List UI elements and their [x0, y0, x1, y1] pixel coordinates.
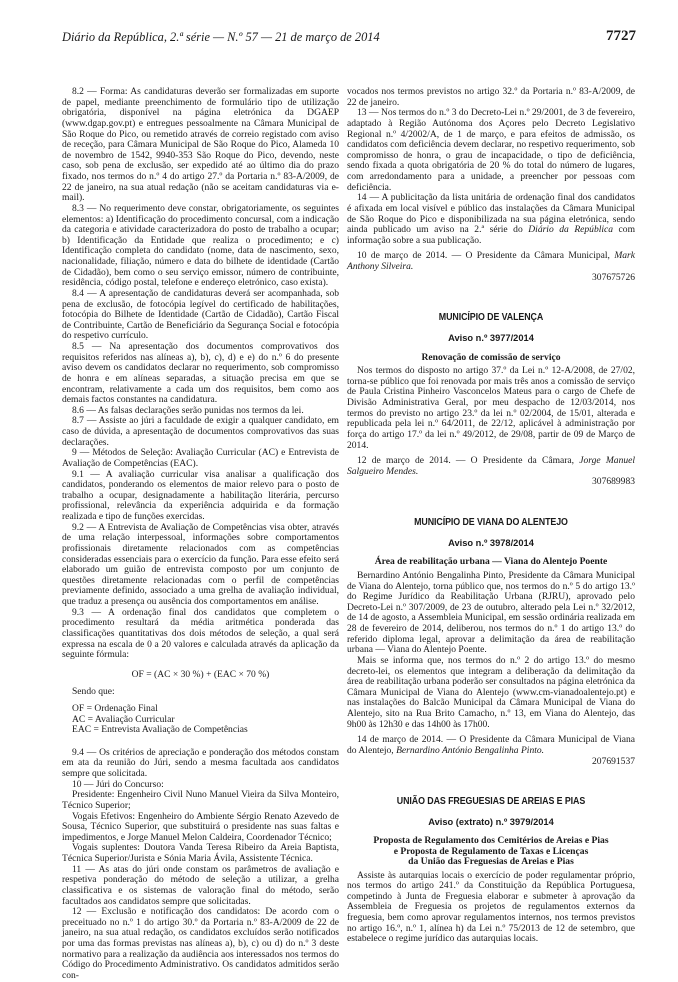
text: 14 — A publicitação da lista unitária de ordenação final dos candidatos é afixada em local visível e público das instalações da Câmara Municipal de São Roque do Pico e disponibilizada na sua página eletrónica, sendo ainda publicado um aviso na 2.ª série do [347, 192, 635, 236]
page-number: 7727 [606, 28, 636, 44]
paragraph: 9.3 — A ordenação final dos candidatos que completem o procedimento resultará da média aritmética ponderada das classificações quantitativas dos dois métodos de seleção, a qual será expressa na escala de 0 a 20 valores e calculada através da aplicação da seguinte fórmula: [62, 606, 339, 661]
formula: OF = (AC × 30 %) + (EAC × 70 %) [131, 668, 270, 680]
paragraph: Nos termos do disposto no artigo 37.º da Lei n.º 12-A/2008, de 27/02, torna-se público que foi renovada por mais três anos a comissão de serviço de Paula Cristina Pinheiro Vasconcelos Mateus para o cargo de Chefe de Divisão Administrativa Geral, por meu despacho de 12/03/2014, nos termos do previsto no artigo 23.º da lei n.º 02/2004, de 15/01, alterada e republicada pela lei n.º 64/2011, de 22/12, aplicável à administração por força do artigo 17.º da lei n.º 49/2012, de 29/08, partir de 09 de Março de 2014. [347, 365, 635, 451]
paragraph: 8.2 — Forma: As candidaturas deverão ser formalizadas em suporte de papel, mediante preenchimento de formulário tipo de utilização obrigatória, disponível na página eletrónica da DGAEP (www.dgap.gov.pt) e entregues pessoalmente na Câmara Municipal de São Roque do Pico, ou remetido através de correio registado com aviso de receção, para Câmara Municipal de São Roque do Pico, Alameda 10 de novembro de 1542, 9940-353 São Roque do Pico, devendo, neste caso, sob pena de exclusão, ser expedido até ao último dia do prazo fixado, nos termos do n.º 4 do artigo 27.º da Portaria n.º 83-A/2009, de 22 de janeiro, na sua atual redação (não se aceitam candidaturas via e-mail). [62, 86, 339, 204]
municipality-heading: MUNICÍPIO DE VALENÇA [438, 312, 544, 324]
signature [347, 456, 635, 477]
document-id: 307675726 [592, 271, 635, 283]
notice-subtitle: da União das Freguesias de Areias e Pias [408, 856, 574, 868]
paragraph: Bernardino António Bengalinha Pinto, Presidente da Câmara Municipal de Viana do Alentejo, torna público que, nos termos do n.º 5 do artigo 13.º do Regime Jurídico da Reabilitação Urbana (RJRU), aprovado pelo Decreto-Lei n.º 307/2009, de 23 de outubro, alterado pela Lei n.º 32/2012, de 14 de agosto, a Assembleia Municipal, em sessão ordinária realizada em 28 de fevereiro de 2014, deliberou, nos termos do n.º 1 do artigo 13.º do referido diploma legal, aprovar a delimitação da área de reabilitação urbana — Viana do Alentejo Poente. [347, 569, 635, 656]
publication-name: Diário da República [528, 224, 614, 236]
paragraph: 9.2 — A Entrevista de Avaliação de Competências visa obter, através de uma relação interpessoal, informações sobre comportamentos profissionais diretamente relacionados com as competências consideradas essenciais para o exercício da função. Para esse efeito será elaborado um guião de entrevista composto por um conjunto de questões diretamente relacionadas com o perfil de competências previamente definido, associado a uma grelha de avaliação individual, que traduz a presença ou ausência dos comportamentos em análise. [62, 521, 339, 607]
paragraph: Vogais suplentes: Doutora Vanda Teresa Ribeiro da Areia Baptista, Técnica Superior/Jurista e Sónia Maria Ávila, Assistente Técnica. [62, 842, 339, 865]
paragraph: 9.4 — Os critérios de apreciação e ponderação dos métodos constam em ata da reunião do Júri, sendo a mesma facultada aos candidatos sempre que solicitada. [62, 746, 339, 780]
paragraph: 11 — As atas do júri onde constam os parâmetros de avaliação e respetiva ponderação do método de seleção a utilizar, a grelha classificativa e os sistemas de valoração final do método, serão facultados aos candidatos sempre que solicitadas. [62, 863, 339, 907]
signatory-name: Mark Anthony Silveira. [347, 250, 635, 272]
document-id: 307689983 [592, 476, 635, 488]
document-id: 207691537 [592, 755, 635, 767]
notice-subtitle: e Proposta de Regulamento de Taxas e Licenças [393, 845, 589, 857]
signature-date: 12 de março de 2014. — O Presidente da Câmara, [357, 455, 580, 467]
paragraph: 8.4 — A apresentação de candidaturas deverá ser acompanhada, sob pena de exclusão, de fotocópia legível do certificado de habilitações, fotocópia do Bilhete de Identidade (Cartão de Cidadão), Cartão Fiscal de Contribuinte, Cartão de Beneficiário da Segurança Social e fotocópia do respetivo currículo. [62, 287, 339, 342]
notice-number: Aviso (extrato) n.º 3979/2014 [428, 816, 554, 827]
notice-number: Aviso n.º 3977/2014 [448, 332, 534, 343]
text: com informação sobre a sua publicação. [347, 224, 635, 246]
signature-date: 10 de março de 2014. — O Presidente da Câmara Municipal, [357, 250, 615, 262]
signature-date: 14 de março de 2014. — O Presidente da Câmara Municipal de Viana do Alentejo, [347, 734, 635, 756]
notice-number: Aviso n.º 3978/2014 [448, 537, 534, 548]
paragraph: vocados nos termos previstos no artigo 32.º da Portaria n.º 83-A/2009, de 22 de janeiro. [347, 86, 635, 108]
paragraph: Assiste às autarquias locais o exercício de poder regulamentar próprio, nos termos do artigo 241.º da Constituição da República Portuguesa, competindo à Junta de Freguesia elaborar e submeter à aprovação da Assembleia de Freguesia os projetos de regulamentos externos da freguesia, bem como aprovar regulamentos internos, nos termos previstos no artigo 16.º, n.º 1, alínea h) da Lei n.º 75/2013 de 12 de setembro, que estabelece o regime jurídico das autarquias locais. [347, 869, 635, 945]
signatory-name: Jorge Manuel Salgueiro Mendes. [347, 455, 636, 477]
paragraph: 10 — Júri do Concurso: [72, 778, 164, 790]
paragraph: 8.7 — Assiste ao júri a faculdade de exigir a qualquer candidato, em caso de dúvida, a apresentação de documentos comprovativos das suas declarações. [62, 415, 339, 448]
sendo-que-label: Sendo que: [72, 686, 115, 698]
definition: AC = Avaliação Curricular [72, 713, 175, 725]
notice-subtitle: Área de reabilitação urbana — Viana do Alentejo Poente [374, 556, 608, 568]
municipality-heading: UNIÃO DAS FREGUESIAS DE AREIAS E PIAS [396, 796, 586, 808]
left-column [62, 87, 339, 982]
paragraph: Mais se informa que, nos termos do n.º 2 do artigo 13.º do mesmo decreto-lei, os elementos que integram a deliberação da delimitação da área de reabilitação urbana poderão ser consultados na página eletrónica da Câmara Municipal de Viana do Alentejo (www.cm-vianadoalentejo.pt) e nas instalações do Balcão Municipal da Câmara Municipal de Viana do Alentejo, sito na Rua Brito Camacho, n.º 13, em Viana do Alentejo, das 9h00 às 12h30 e das 14h00 às 17h00. [347, 654, 635, 730]
signature [347, 251, 635, 272]
paragraph: 8.3 — No requerimento deve constar, obrigatoriamente, os seguintes elementos: a) Identificação do procedimento concursal, com a indicação da categoria e atividade caracterizadora do posto de trabalho a ocupar; b) Identificação da Entidade que realiza o procedimento; e c) Identificação completa do candidato (nome, data de nascimento, sexo, nacionalidade, filiação, número e data do bilhete de identidade (Cartão de Cidadão), bem como o seu serviço emissor, número de contribuinte, residência, código postal, telefone e endereço eletrónico, caso exista). [62, 202, 339, 289]
notice-subtitle: Proposta de Regulamento dos Cemitérios de Areias e Pias [373, 835, 609, 847]
definition: EAC = Entrevista Avaliação de Competências [72, 724, 248, 736]
paragraph: 8.6 — As falsas declarações serão punidas nos termos da lei. [72, 404, 304, 416]
paragraph: Presidente: Engenheiro Civil Nuno Manuel Vieira da Silva Monteiro, Técnico Superior; [62, 789, 339, 811]
paragraph: 12 — Exclusão e notificação dos candidatos: De acordo com o preceituado no n.º 1 do artigo 30.º da Portaria n.º 83-A/2009 de 22 de janeiro, na sua atual redação, os candidatos excluídos serão notificados por uma das formas previstas nas alíneas a), b), c) ou d) do n.º 3 deste normativo para a realização da audiência aos interessados nos termos do Código do Procedimento Administrativo. Os candidatos admitidos serão con- [62, 906, 339, 981]
paragraph: 9.1 — A avaliação curricular visa analisar a qualificação dos candidatos, ponderando os elementos de maior relevo para o posto de trabalho a ocupar, designadamente a habilitação literária, percurso profissional, relevância da experiência adquirida e da formação realizada e tipo de funções exercidas. [62, 468, 339, 522]
page-header-title: Diário da República, 2.ª série — N.º 57 — 21 de março de 2014 [62, 30, 380, 44]
formula-definitions [72, 704, 339, 736]
paragraph: Vogais Efetivos: Engenheiro do Ambiente Sérgio Renato Azevedo de Sousa, Técnico Superior, que substituirá o presidente nas suas faltas e impedimentos, e Jorge Manuel Melon Caldeira, Coordenador Técnico; [62, 810, 339, 843]
signature [347, 735, 635, 756]
paragraph: 8.5 — Na apresentação dos documentos comprovativos dos requisitos referidos nas alíneas a), b), c), d) e e) do n.º 6 do presente aviso devem os candidatos declarar no requerimento, sob compromisso de honra e em alíneas separadas, a situação precisa em que se encontram, relativamente a cada um dos requisitos, bem como aos demais factos constantes na candidatura. [62, 341, 339, 406]
paragraph [347, 193, 635, 246]
municipality-heading: MUNICÍPIO DE VIANA DO ALENTEJO [414, 517, 568, 528]
right-column [347, 87, 635, 945]
notice-subtitle: Renovação de comissão de serviço [421, 351, 561, 363]
paragraph: 13 — Nos termos do n.º 3 do Decreto-Lei n.º 29/2001, de 3 de fevereiro, adaptado à Região Autónoma dos Açores pelo Decreto Legislativo Regional n.º 4/2002/A, de 1 de março, e para efeitos de admissão, os candidatos com deficiência devem declarar, no respetivo requerimento, sob compromisso de honra, o grau de incapacidade, o tipo de deficiência, sendo fixada a quota obrigatória de 20 % do total do número de lugares, com arredondamento para a unidade, a preencher por pessoas com deficiência. [347, 107, 635, 193]
paragraph: 9 — Métodos de Seleção: Avaliação Curricular (AC) e Entrevista de Avaliação de Competências (EAC). [62, 447, 339, 469]
signatory-name: Bernardino António Bengalinha Pinto. [396, 744, 545, 756]
definition: OF = Ordenação Final [72, 703, 158, 714]
